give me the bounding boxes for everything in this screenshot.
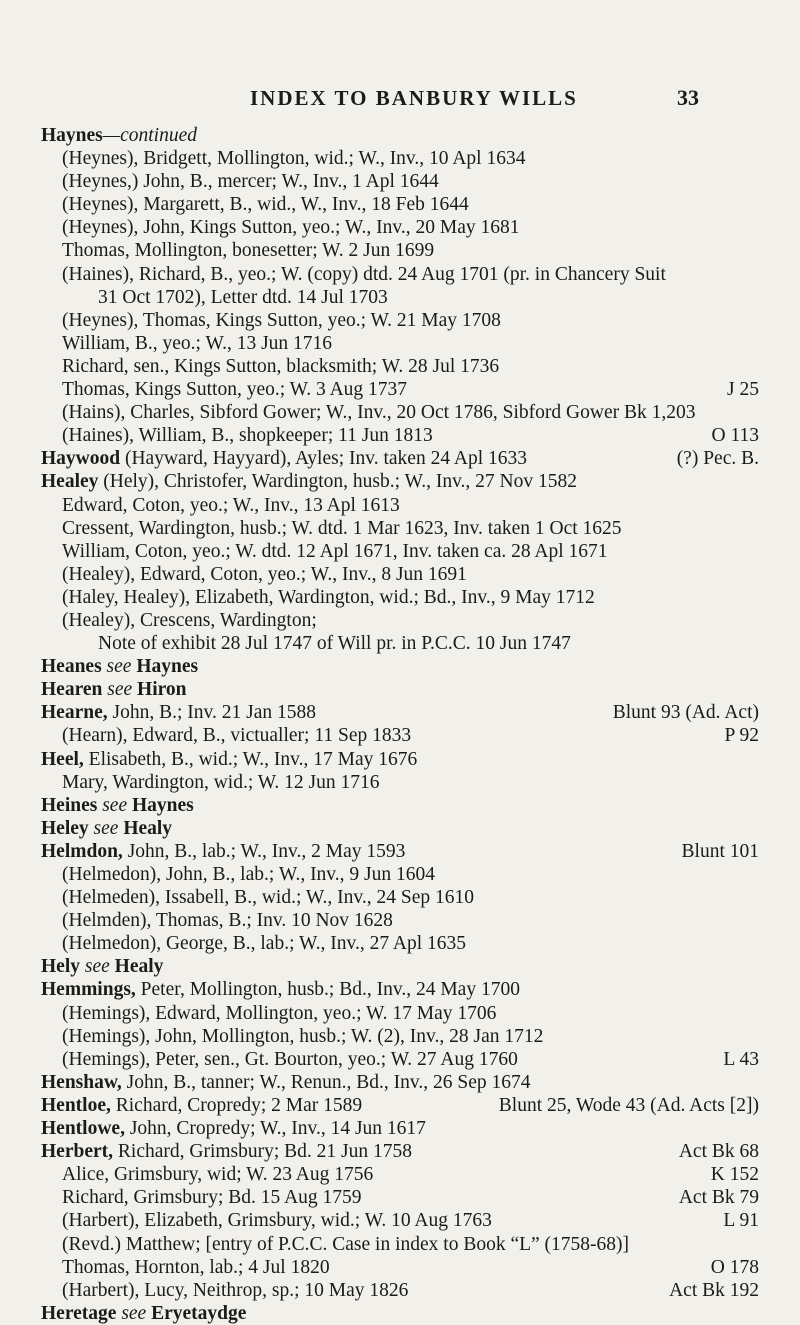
entry-text <box>62 147 525 170</box>
entry-text <box>41 1117 426 1140</box>
entry-body: Mary, Wardington, wid.; W. 12 Jun 1716 <box>62 771 380 793</box>
index-line <box>0 332 800 355</box>
index-line <box>0 840 800 863</box>
entry-body: (Revd.) Matthew; [entry of P.C.C. Case in index to Book “L” (1758-68)] <box>62 1233 630 1255</box>
entry-heading: Henshaw, <box>41 1071 122 1093</box>
entry-text <box>62 216 520 239</box>
entry-body: William, B., yeo.; W., 13 Jun 1716 <box>62 332 333 354</box>
entry-text <box>62 193 469 216</box>
entry-text <box>41 655 198 678</box>
index-line <box>0 771 800 794</box>
entry-body: Thomas, Kings Sutton, yeo.; W. 3 Aug 1737 <box>62 379 408 401</box>
entry-crossref: Hiron <box>132 679 187 701</box>
entry-text <box>62 1163 373 1186</box>
entry-text <box>62 1279 408 1302</box>
index-line <box>0 863 800 886</box>
entry-body: Richard, Grimsbury; Bd. 21 Jun 1758 <box>113 1141 412 1163</box>
entry-body: (Hemings), John, Mollington, husb.; W. (2), Inv., 28 Jan 1712 <box>62 1025 544 1047</box>
entry-italic: see <box>102 794 128 816</box>
entry-heading: Haynes <box>41 125 103 146</box>
index-line <box>0 1302 800 1325</box>
entry-body: (Harbert), Lucy, Neithrop, sp.; 10 May 1826 <box>62 1279 409 1301</box>
entry-text <box>62 1002 496 1025</box>
entry-text <box>62 378 407 401</box>
entry-body: (Hemings), Peter, sen., Gt. Bourton, yeo.; W. 27 Aug 1760 <box>62 1048 518 1070</box>
index-line <box>0 955 800 978</box>
entry-text <box>41 678 187 701</box>
entry-heading: Hearne, <box>41 702 108 724</box>
entry-body: (Heynes), Thomas, Kings Sutton, yeo.; W. 21 May 1708 <box>62 309 501 331</box>
running-title: INDEX TO BANBURY WILLS <box>250 86 578 110</box>
entry-text <box>62 540 608 563</box>
entry-heading: Herbert, <box>41 1141 114 1163</box>
index-line <box>0 1002 800 1025</box>
index-line <box>0 1117 800 1140</box>
index-line <box>0 724 800 747</box>
entry-reference: O 178 <box>710 1256 759 1278</box>
entry-heading: Heanes <box>41 656 102 678</box>
entry-text <box>62 355 499 378</box>
entry-body: (Hemings), Edward, Mollington, yeo.; W. 17 May 1706 <box>62 1002 497 1024</box>
entry-body: Thomas, Hornton, lab.; 4 Jul 1820 <box>62 1256 330 1278</box>
entry-body: (Heynes,) John, B., mercer; W., Inv., 1 Apl 1644 <box>62 171 439 193</box>
entry-heading: Heines <box>41 794 98 816</box>
index-line <box>0 1048 800 1071</box>
entry-text <box>62 1048 518 1071</box>
index-line <box>0 609 800 632</box>
entry-text <box>41 748 417 771</box>
entry-crossref: Haynes <box>131 656 199 678</box>
entry-text <box>62 1025 543 1048</box>
entry-text <box>62 1209 492 1232</box>
entry-text <box>41 955 163 978</box>
entry-text <box>62 886 474 909</box>
index-line <box>0 1163 800 1186</box>
index-line <box>0 794 800 817</box>
entry-reference: L 43 <box>723 1048 759 1070</box>
entry-body: (Helmden), Thomas, B.; Inv. 10 Nov 1628 <box>62 910 393 932</box>
entry-heading: Hearen <box>41 679 103 701</box>
entry-text <box>62 494 400 517</box>
index-line <box>0 1094 800 1117</box>
entry-heading: Heel, <box>41 748 84 770</box>
entry-text <box>62 263 666 286</box>
entry-body: Alice, Grimsbury, wid; W. 23 Aug 1756 <box>62 1164 374 1186</box>
entry-body: (Healey), Edward, Coton, yeo.; W., Inv., 8 Jun 1691 <box>62 563 467 585</box>
entry-text <box>62 424 433 447</box>
entry-reference: Act Bk 192 <box>669 1279 759 1301</box>
entry-body: (Healey), Crescens, Wardington; <box>62 609 317 631</box>
entry-reference: Act Bk 68 <box>678 1141 759 1163</box>
index-line <box>0 170 800 193</box>
entry-crossref: Haynes <box>127 794 194 816</box>
entry-text <box>62 932 466 955</box>
entry-heading: Helmdon, <box>41 840 123 862</box>
entry-reference: J 25 <box>727 379 759 401</box>
entry-reference: (?) Pec. B. <box>676 448 759 470</box>
entry-text <box>62 586 595 609</box>
entry-italic: see <box>84 956 110 978</box>
index-line <box>0 701 800 724</box>
entry-reference: P 92 <box>724 725 759 747</box>
index-line <box>0 124 800 147</box>
entry-body: (Heynes), John, Kings Sutton, yeo.; W., Inv., 20 May 1681 <box>62 217 520 239</box>
entry-body: (Haley, Healey), Elizabeth, Wardington, wid.; Bd., Inv., 9 May 1712 <box>62 586 595 608</box>
entry-text <box>41 701 316 724</box>
index-line <box>0 1209 800 1232</box>
entry-body: John, B., lab.; W., Inv., 2 May 1593 <box>122 840 406 862</box>
index-line <box>0 1186 800 1209</box>
index-line <box>0 540 800 563</box>
index-line <box>0 447 800 470</box>
entry-body: John, B., tanner; W., Renun., Bd., Inv., 26 Sep 1674 <box>121 1071 531 1093</box>
entry-italic: —continued <box>102 125 197 146</box>
entry-reference: Blunt 101 <box>681 840 759 862</box>
index-line <box>0 632 800 655</box>
index-line <box>0 932 800 955</box>
entry-text <box>62 239 434 262</box>
entry-heading: Heley <box>41 817 89 839</box>
entry-body: John, B.; Inv. 21 Jan 1588 <box>107 702 316 724</box>
entry-text <box>41 817 172 840</box>
entry-text <box>62 724 411 747</box>
entry-text <box>41 1140 412 1163</box>
entry-heading: Haywood <box>41 448 121 470</box>
entry-crossref: Healy <box>118 817 173 839</box>
entry-reference: Blunt 25, Wode 43 (Ad. Acts [2]) <box>498 1094 759 1116</box>
index-line <box>0 309 800 332</box>
entry-body: (Helmedon), John, B., lab.; W., Inv., 9 Jun 1604 <box>62 864 436 885</box>
index-line <box>0 147 800 170</box>
entry-reference: K 152 <box>710 1164 759 1186</box>
entry-body: Thomas, Mollington, bonesetter; W. 2 Jun 1699 <box>62 240 435 262</box>
index-line <box>0 494 800 517</box>
entry-body: (Harbert), Elizabeth, Grimsbury, wid.; W. 10 Aug 1763 <box>62 1210 492 1232</box>
entry-text <box>62 517 622 540</box>
entry-body: (Heynes), Bridgett, Mollington, wid.; W., Inv., 10 Apl 1634 <box>62 148 526 170</box>
page-header <box>0 86 800 112</box>
index-line <box>0 678 800 701</box>
entry-text <box>41 840 405 863</box>
index-line <box>0 216 800 239</box>
entry-text <box>41 124 197 147</box>
index-line <box>0 748 800 771</box>
index-line <box>0 1256 800 1279</box>
index-line <box>0 1233 800 1256</box>
entry-body: (Hayward, Hayyard), Ayles; Inv. taken 24 Apl 1633 <box>120 448 528 470</box>
index-line <box>0 655 800 678</box>
index-line <box>0 886 800 909</box>
entry-text <box>62 771 379 794</box>
index-line <box>0 355 800 378</box>
entry-text <box>62 309 501 332</box>
index-line <box>0 563 800 586</box>
entry-heading: Heretage <box>41 1302 117 1324</box>
entry-body: Richard, sen., Kings Sutton, blacksmith; W. 28 Jul 1736 <box>62 355 500 377</box>
entry-body: (Hearn), Edward, B., victualler; 11 Sep 1833 <box>62 725 412 747</box>
entry-heading: Hely <box>41 956 80 978</box>
index-line <box>0 817 800 840</box>
entry-body: (Heynes), Margarett, B., wid., W., Inv., 18 Feb 1644 <box>62 194 469 216</box>
page-number: 33 <box>677 85 699 110</box>
entry-text <box>62 1256 330 1279</box>
entry-text <box>98 632 571 655</box>
entry-text <box>62 909 393 932</box>
entry-body: (Hains), Charles, Sibford Gower; W., Inv., 20 Oct 1786, Sibford Gower Bk 1,203 <box>62 402 696 424</box>
entry-heading: Hemmings, <box>41 979 136 1001</box>
entry-crossref: Healy <box>109 956 164 978</box>
entry-body: (Hely), Christofer, Wardington, husb.; W., Inv., 27 Nov 1582 <box>98 471 578 493</box>
entry-body: John, Cropredy; W., Inv., 14 Jun 1617 <box>124 1118 426 1140</box>
entry-text <box>41 470 577 493</box>
entry-body: Peter, Mollington, husb.; Bd., Inv., 24 May 1700 <box>135 979 520 1001</box>
index-line <box>0 1071 800 1094</box>
entry-body: (Helmedon), George, B., lab.; W., Inv., 27 Apl 1635 <box>62 933 467 955</box>
entry-body: (Haines), Richard, B., yeo.; W. (copy) dtd. 24 Aug 1701 (pr. in Chancery Suit <box>62 263 666 285</box>
entry-text <box>41 794 194 817</box>
index-line <box>0 263 800 286</box>
index-entries <box>0 124 800 1325</box>
entry-text <box>98 286 388 309</box>
entry-italic: see <box>121 1302 147 1324</box>
entry-text <box>62 1186 362 1209</box>
index-line <box>0 470 800 493</box>
entry-body: (Helmeden), Issabell, B., wid.; W., Inv., 24 Sep 1610 <box>62 887 474 909</box>
index-line <box>0 1140 800 1163</box>
entry-body: Edward, Coton, yeo.; W., Inv., 13 Apl 1613 <box>62 494 400 516</box>
index-line <box>0 424 800 447</box>
entry-reference: L 91 <box>723 1210 759 1232</box>
entry-body: Note of exhibit 28 Jul 1747 of Will pr. in P.C.C. 10 Jun 1747 <box>98 633 571 655</box>
entry-text <box>62 563 467 586</box>
entry-text <box>62 332 332 355</box>
index-line <box>0 193 800 216</box>
entry-text <box>41 1094 362 1117</box>
entry-text <box>62 401 696 424</box>
entry-italic: see <box>93 817 119 839</box>
entry-heading: Healey <box>41 471 99 493</box>
entry-text <box>62 863 435 886</box>
index-line <box>0 378 800 401</box>
index-line <box>0 1025 800 1048</box>
index-line <box>0 909 800 932</box>
index-line <box>0 978 800 1001</box>
entry-text <box>62 170 439 193</box>
entry-text <box>41 1302 246 1325</box>
index-line <box>0 1279 800 1302</box>
entry-heading: Hentloe, <box>41 1094 111 1116</box>
index-line <box>0 401 800 424</box>
entry-text <box>41 1071 531 1094</box>
index-line <box>0 517 800 540</box>
entry-body: Richard, Cropredy; 2 Mar 1589 <box>110 1094 363 1116</box>
entry-body: 31 Oct 1702), Letter dtd. 14 Jul 1703 <box>98 286 388 308</box>
entry-reference: Act Bk 79 <box>678 1187 759 1209</box>
entry-text <box>41 978 520 1001</box>
entry-body: Richard, Grimsbury; Bd. 15 Aug 1759 <box>62 1187 362 1209</box>
entry-body: William, Coton, yeo.; W. dtd. 12 Apl 1671, Inv. taken ca. 28 Apl 1671 <box>62 540 608 562</box>
entry-text <box>41 447 527 470</box>
entry-body: (Haines), William, B., shopkeeper; 11 Jun 1813 <box>62 425 433 447</box>
entry-heading: Hentlowe, <box>41 1118 125 1140</box>
entry-body: Cressent, Wardington, husb.; W. dtd. 1 Mar 1623, Inv. taken 1 Oct 1625 <box>62 517 622 539</box>
entry-italic: see <box>107 679 133 701</box>
entry-italic: see <box>106 656 132 678</box>
entry-text <box>62 1233 629 1256</box>
index-line <box>0 286 800 309</box>
entry-text <box>62 609 317 632</box>
entry-body: Elisabeth, B., wid.; W., Inv., 17 May 1676 <box>83 748 418 770</box>
entry-reference: O 113 <box>711 425 759 447</box>
index-line <box>0 586 800 609</box>
index-line <box>0 239 800 262</box>
entry-reference: Blunt 93 (Ad. Act) <box>612 702 759 724</box>
entry-crossref: Eryetaydge <box>146 1302 247 1324</box>
